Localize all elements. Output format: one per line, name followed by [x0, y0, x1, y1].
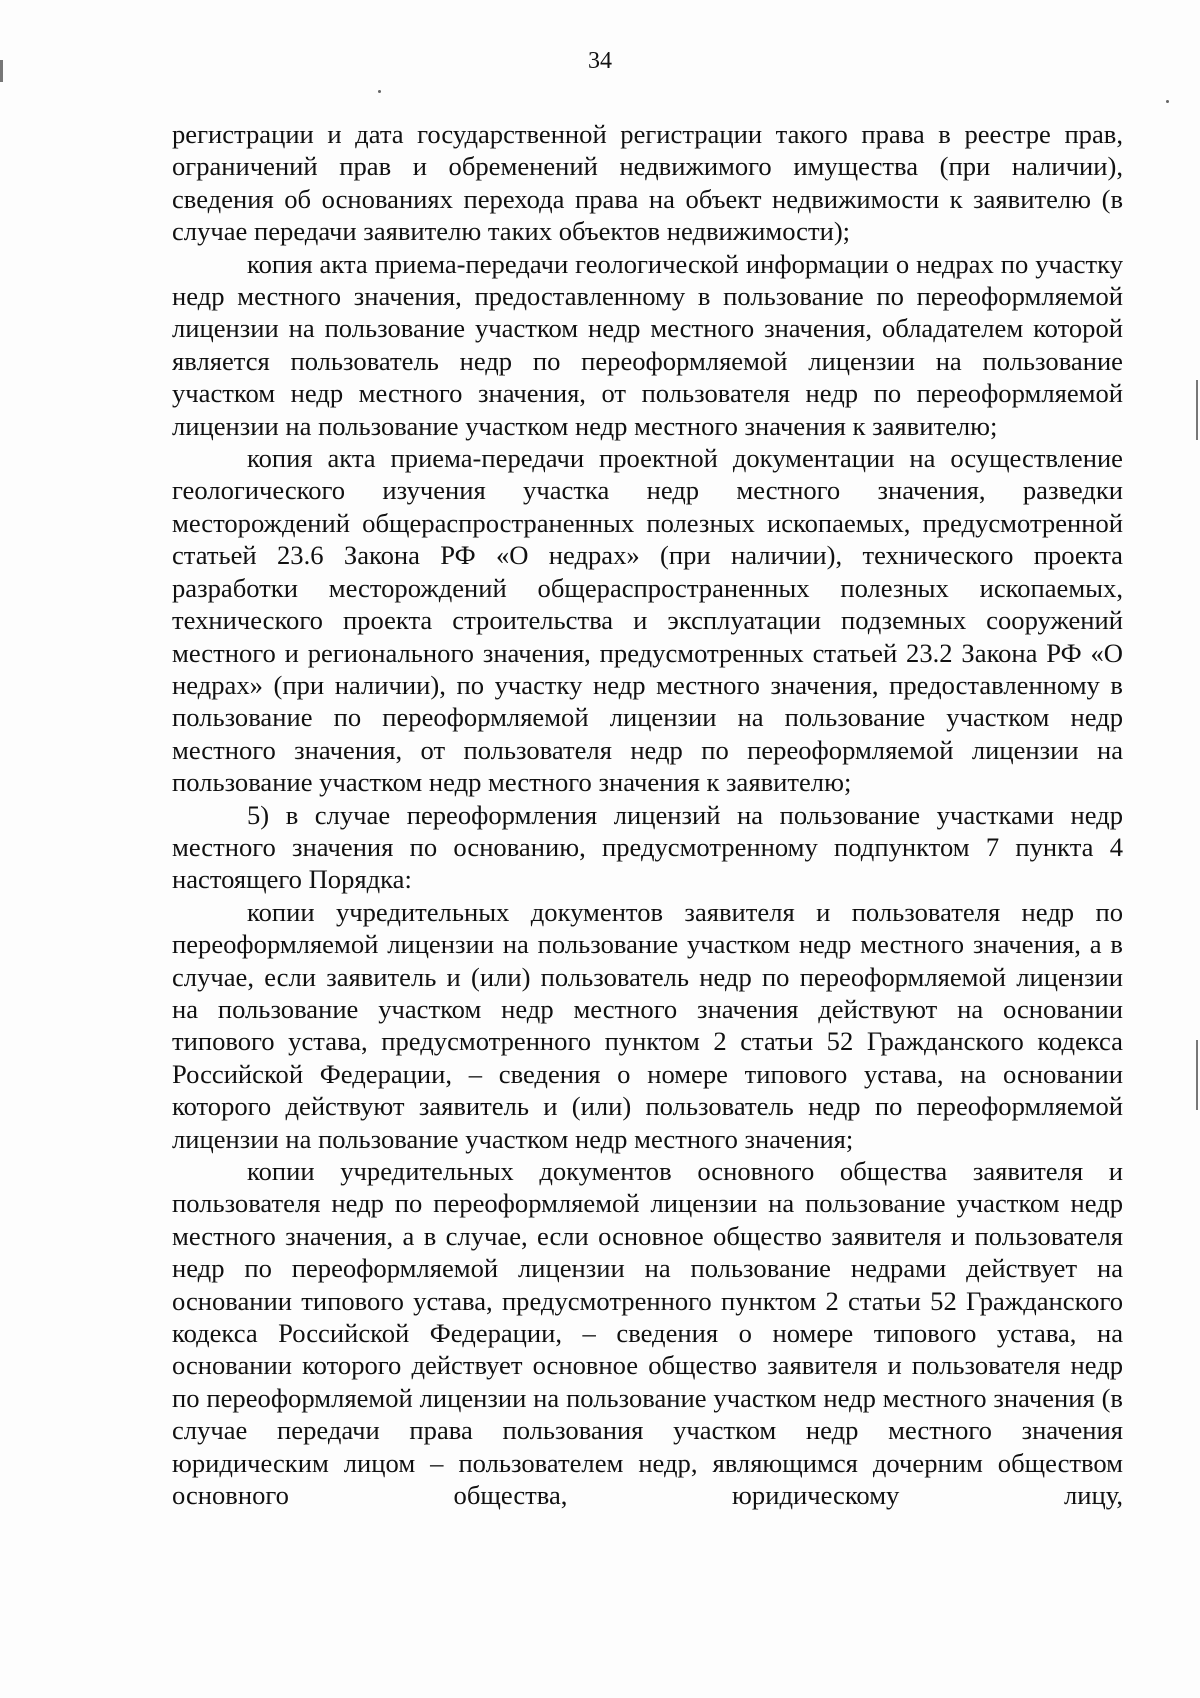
document-body: [172, 118, 1123, 1511]
scan-speck: [378, 90, 381, 93]
scan-edge-mark: [1196, 1040, 1198, 1110]
scan-speck: [1166, 100, 1169, 103]
paragraph: копия акта приема-передачи проектной документации на осуществление геологического изучения участка недр местного значения, разведки месторождений общераспространенных полезных ископаемых, предусмотренной статьей 23.6 Закона РФ «О недрах» (при наличии), технического проекта разработки месторождений общераспространенных полезных ископаемых, технического проекта строительства и эксплуатации подземных сооружений местного и регионального значения, предусмотренных статьей 23.2 Закона РФ «О недрах» (при наличии), по участку недр местного значения, предоставленному в пользование по переоформляемой лицензии на пользование участком недр местного значения, от пользователя недр по переоформляемой лицензии на пользование участком недр местного значения к заявителю;: [172, 443, 1123, 798]
paragraph: регистрации и дата государственной регистрации такого права в реестре прав, ограничений прав и обременений недвижимого имущества (при наличии), сведения об основаниях перехода права на объект недвижимости к заявителю (в случае передачи заявителю таких объектов недвижимости);: [172, 119, 1123, 247]
paragraph: копия акта приема-передачи геологической информации о недрах по участку недр местного значения, предоставленному в пользование по переоформляемой лицензии на пользование участком недр местного значения, обладателем которой является пользователь недр по переоформляемой лицензии на пользование участком недр местного значения, от пользователя недр по переоформляемой лицензии на пользование участком недр местного значения к заявителю;: [172, 248, 1123, 441]
paragraph: 5) в случае переоформления лицензий на пользование участками недр местного значения по основанию, предусмотренному подпунктом 7 пункта 4 настоящего Порядка:: [172, 799, 1123, 895]
paragraph: копии учредительных документов основного общества заявителя и пользователя недр по переоформляемой лицензии на пользование участком недр местного значения, а в случае, если основное общество заявителя и пользователя недр по переоформляемой лицензии на пользование недрами действует на основании типового устава, предусмотренного пунктом 2 статьи 52 Гражданского кодекса Российской Федерации, – сведения о номере типового устава, на основании которого действует основное общество заявителя и пользователя недр по переоформляемой лицензии на пользование участком недр местного значения (в случае передачи права пользования участком недр местного значения юридическим лицом – пользователем недр, являющимся дочерним обществом основного общества, юридическому лицу,: [172, 1156, 1123, 1511]
scan-edge-mark: [1196, 380, 1198, 440]
page-number: 34: [588, 48, 612, 74]
paragraph: копии учредительных документов заявителя и пользователя недр по переоформляемой лицензии на пользование участком недр местного значения, а в случае, если заявитель и (или) пользователь недр по переоформляемой лицензии на пользование участком недр местного значения действуют на основании типового устава, предусмотренного пунктом 2 статьи 52 Гражданского кодекса Российской Федерации, – сведения о номере типового устава, на основании которого действуют заявитель и (или) пользователь недр по переоформляемой лицензии на пользование участком недр местного значения;: [172, 896, 1123, 1154]
